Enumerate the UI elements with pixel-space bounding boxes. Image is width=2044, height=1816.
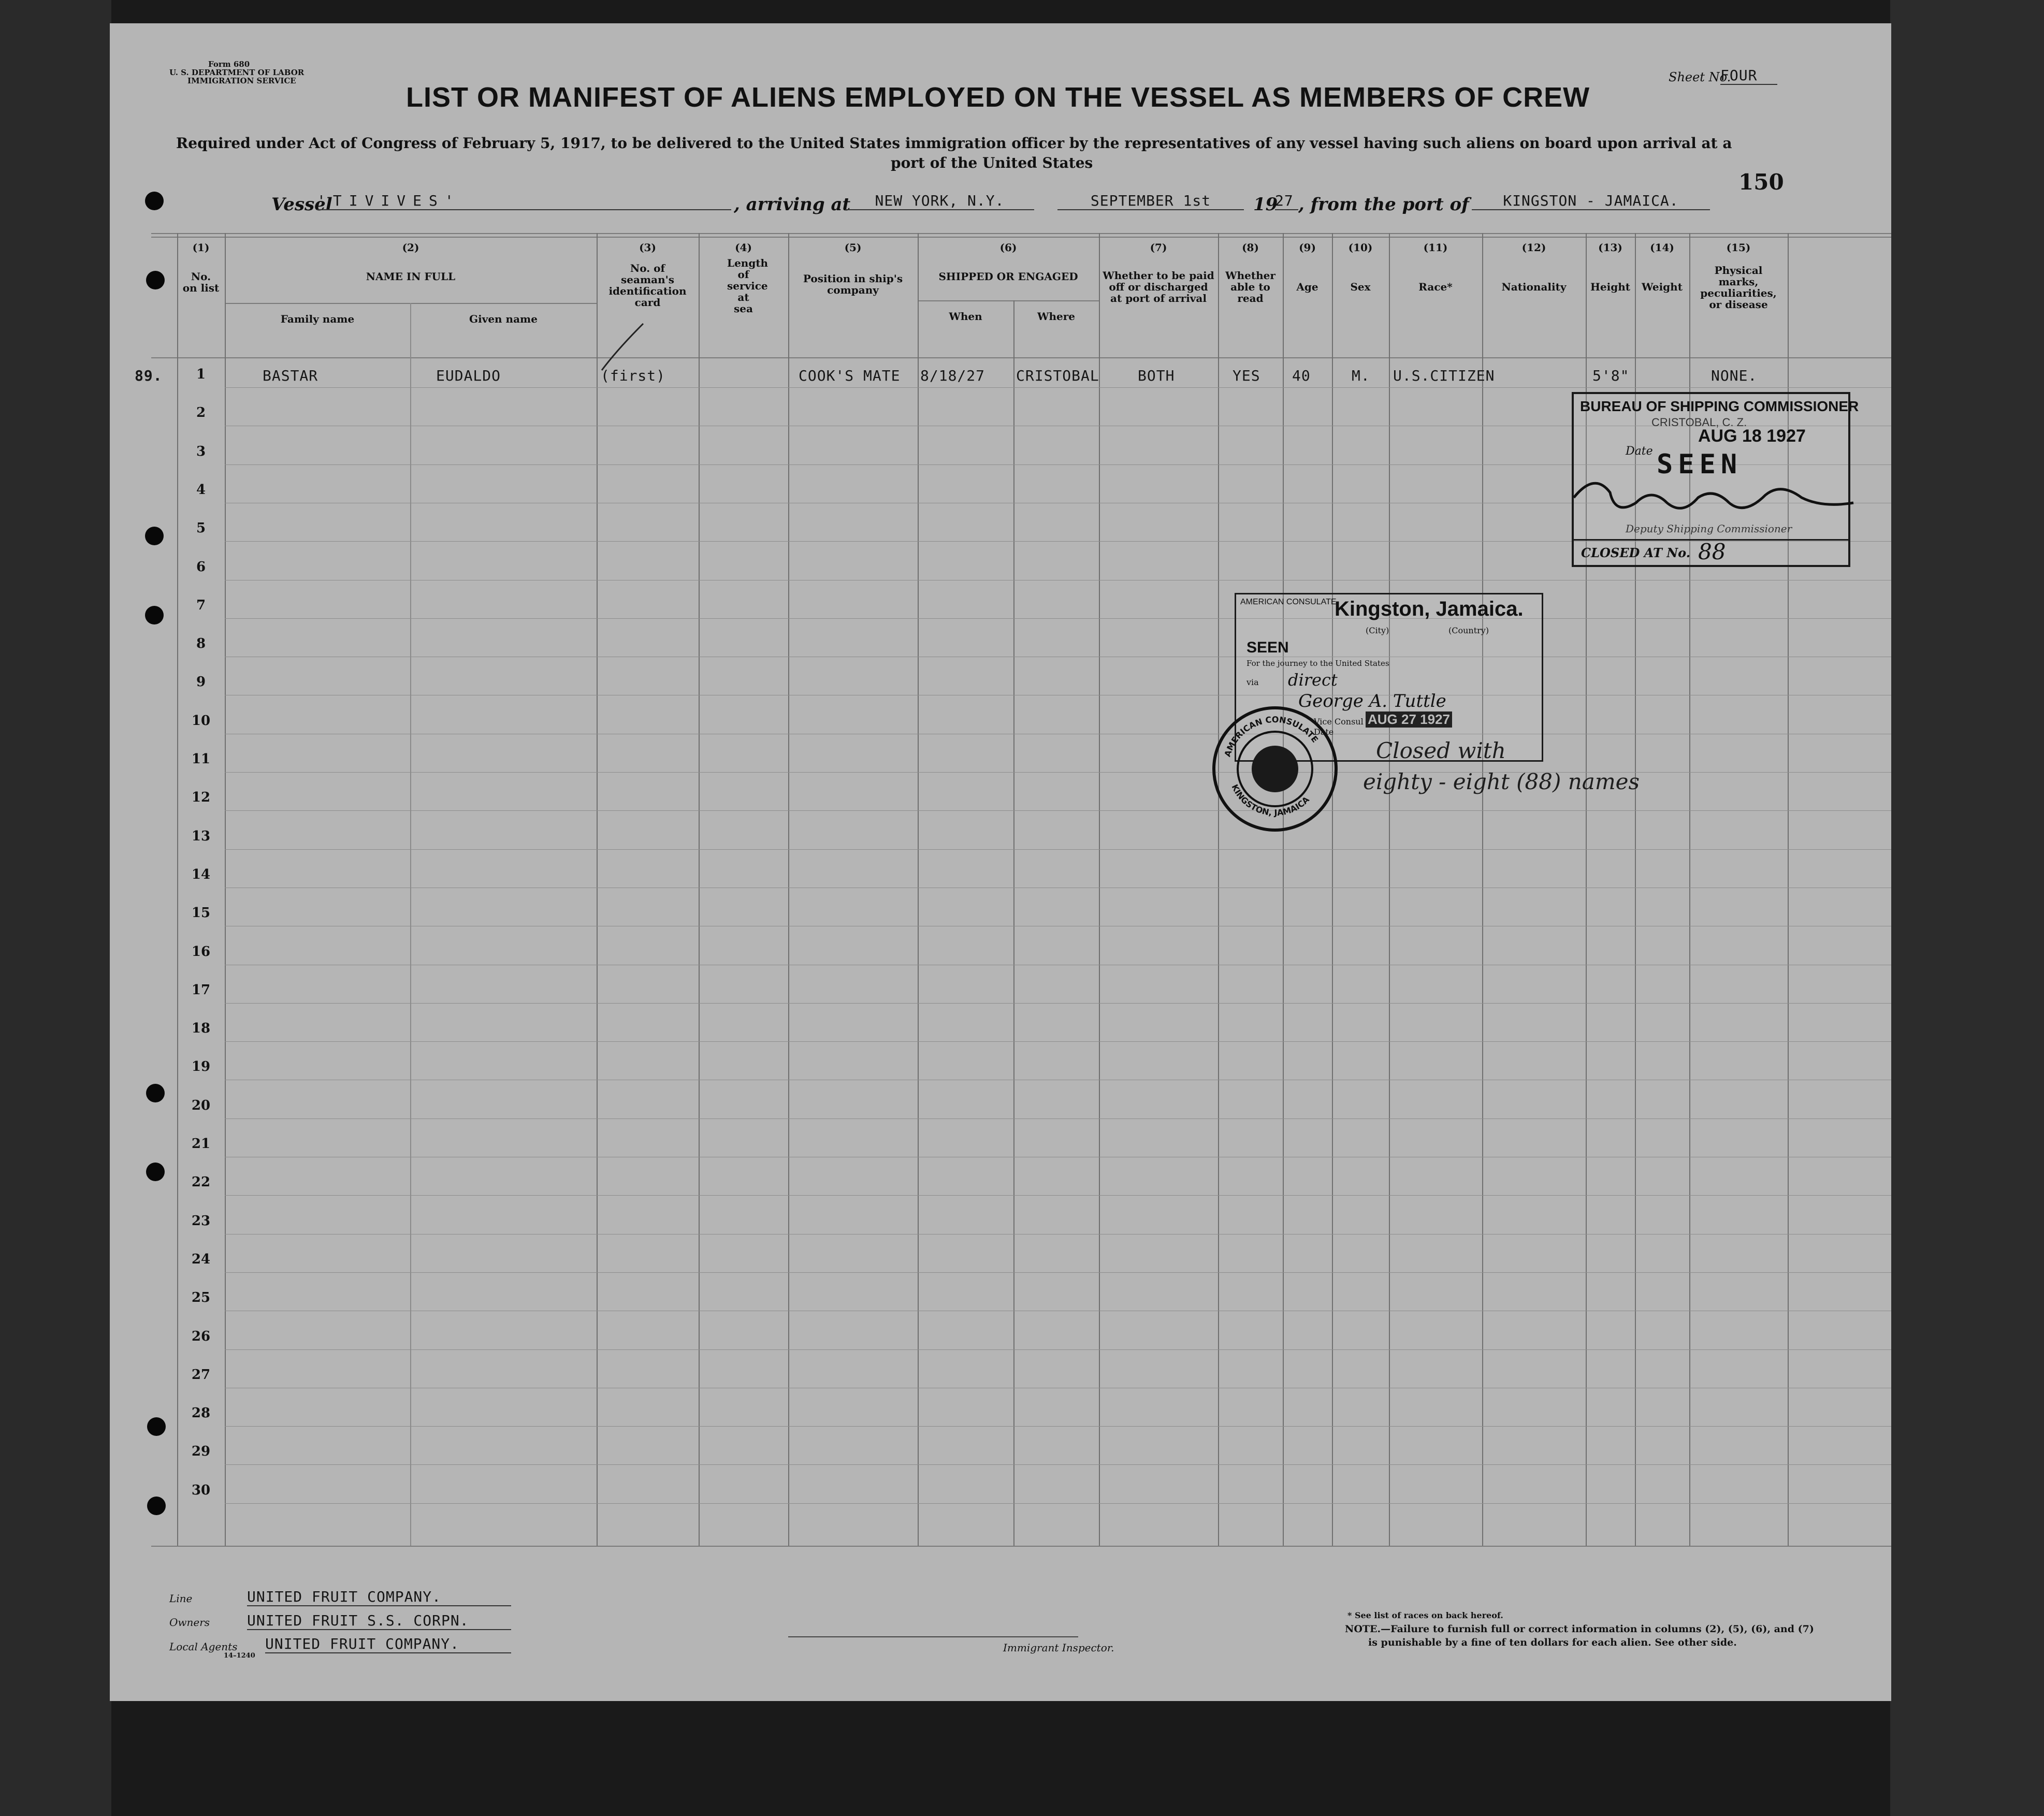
row-number: 14	[191, 866, 211, 882]
col11-header: Race*	[1418, 281, 1453, 293]
row-rule	[225, 1118, 1891, 1119]
footer-line-value: UNITED FRUIT COMPANY.	[247, 1588, 511, 1606]
row-number: 19	[191, 1059, 211, 1075]
entry-paid-off: BOTH	[1138, 367, 1175, 384]
col2-header: NAME IN FULL	[366, 270, 456, 283]
row-number: 22	[191, 1174, 211, 1190]
col15-num: (15)	[1726, 241, 1751, 254]
kingston-stamp-vice: Vice Consul	[1314, 717, 1364, 727]
entry-given-name: EUDALDO	[436, 367, 501, 384]
commissioner-signature	[1563, 467, 1869, 524]
row-number: 29	[191, 1444, 211, 1460]
arriving-port: NEW YORK, N.Y.	[845, 192, 1034, 210]
col6b-header: Where	[1037, 310, 1075, 323]
row-rule	[225, 1195, 1891, 1196]
col14-num: (14)	[1650, 241, 1674, 254]
footer-owners-label: Owners	[169, 1616, 210, 1629]
row-number: 11	[191, 751, 211, 767]
from-port-label: , from the port of	[1298, 194, 1469, 215]
kingston-stamp-top: AMERICAN CONSULATE	[1240, 598, 1337, 606]
bureau-stamp-seen: SEEN	[1657, 449, 1743, 480]
binder-hole	[146, 271, 165, 289]
col2a-header: Family name	[280, 313, 355, 325]
entry-family-name: BASTAR	[263, 367, 318, 384]
binder-hole	[145, 606, 164, 624]
row-number: 6	[196, 559, 206, 575]
row-number: 15	[191, 905, 211, 921]
entry-when: 8/18/27	[920, 367, 985, 384]
bureau-stamp-role: Deputy Shipping Commissioner	[1626, 522, 1792, 535]
bureau-stamp-date: AUG 18 1927	[1698, 426, 1806, 446]
row-rule	[225, 1464, 1891, 1465]
col13-num: (13)	[1598, 241, 1622, 254]
bureau-stamp	[1572, 392, 1859, 567]
row-number: 16	[191, 943, 211, 960]
kingston-stamp-journey: For the journey to the United States	[1246, 659, 1389, 668]
entry-position: COOK'S MATE	[799, 367, 901, 384]
footer-agents-label: Local Agents	[169, 1640, 238, 1653]
arrival-year: 27	[1275, 192, 1298, 210]
row-number: 9	[196, 674, 206, 690]
col5-num: (5)	[844, 241, 862, 254]
row-number: 28	[191, 1405, 211, 1421]
kingston-stamp-date-label: Date	[1314, 727, 1334, 737]
row-number: 21	[191, 1136, 211, 1152]
footer-race-note: * See list of races on back hereof.	[1347, 1610, 1503, 1620]
row-number: 2	[196, 405, 206, 421]
col15-header: Physical marks, peculiarities, or disease	[1700, 264, 1777, 311]
form-number: Form 680	[208, 60, 250, 69]
row-rule	[225, 849, 1891, 850]
col13-header: Height	[1590, 281, 1630, 293]
kingston-stamp-via: direct	[1288, 670, 1338, 690]
vessel-label: Vessel	[271, 194, 332, 215]
bureau-stamp-date-label: Date	[1626, 445, 1653, 458]
bureau-stamp-location: CRISTOBAL, C. Z.	[1651, 416, 1747, 429]
col3-header: No. of seaman's identification card	[608, 262, 687, 309]
row-number: 24	[191, 1251, 211, 1267]
row-rule	[225, 1426, 1891, 1427]
footer-line-label: Line	[169, 1592, 193, 1605]
footer-owners-value: UNITED FRUIT S.S. CORPN.	[247, 1612, 511, 1630]
sheet-label: Sheet No.	[1669, 70, 1731, 84]
manifest-subtitle-2: port of the United States	[891, 154, 1093, 171]
entry-sex: M.	[1352, 367, 1370, 384]
row-number: 25	[191, 1290, 211, 1306]
row-rule	[225, 772, 1891, 773]
row-number: 1	[196, 367, 206, 382]
kingston-stamp-city-label: (City)	[1366, 626, 1389, 635]
row-number: 13	[191, 828, 211, 844]
row-number: 4	[196, 482, 206, 498]
year-prefix: 19	[1253, 194, 1278, 215]
footer-note-2: is punishable by a fine of ten dollars for each alien. See other side.	[1368, 1637, 1737, 1648]
kingston-stamp-country-label: (Country)	[1448, 626, 1489, 635]
binder-hole	[145, 192, 164, 210]
col-border-1	[177, 233, 178, 1546]
binder-hole	[146, 1084, 165, 1102]
col1-header: No. on list	[182, 270, 220, 294]
row-number: 8	[196, 636, 206, 652]
arriving-label: , arriving at	[734, 194, 851, 215]
entry-race: U.S.CITIZEN	[1393, 367, 1495, 384]
manifest-sheet	[110, 23, 1891, 1701]
manifest-title: LIST OR MANIFEST OF ALIENS EMPLOYED ON THE VESSEL AS MEMBERS OF CREW	[406, 82, 1590, 113]
margin-entry-number: 89.	[135, 367, 163, 384]
vessel-name: 'TIVIVES'	[317, 192, 731, 210]
col2b-header: Given name	[469, 313, 538, 325]
header-bottom-border	[151, 357, 1891, 358]
col8-num: (8)	[1242, 241, 1259, 254]
consular-seal	[1208, 702, 1342, 836]
manifest-subtitle: Required under Act of Congress of February 5, 1917, to be delivered to the United States immigration officer by the representatives of any vessel having such aliens on board upon arrival at a	[176, 135, 1732, 152]
row-number: 27	[191, 1367, 211, 1383]
col6a-header: When	[949, 310, 982, 323]
col9-num: (9)	[1299, 241, 1316, 254]
row-number: 30	[191, 1482, 211, 1498]
binder-hole	[146, 1163, 165, 1181]
col6-header: SHIPPED OR ENGAGED	[938, 270, 1078, 283]
col-border-6b	[1013, 300, 1014, 1546]
col12-num: (12)	[1521, 241, 1546, 254]
row-rule	[225, 810, 1891, 811]
col10-num: (10)	[1348, 241, 1373, 254]
col14-header: Weight	[1642, 281, 1683, 293]
row-rule	[225, 1272, 1891, 1273]
kingston-stamp-seen: SEEN	[1246, 639, 1289, 656]
kingston-stamp-date: AUG 27 1927	[1366, 711, 1452, 728]
row-number: 20	[191, 1097, 211, 1113]
col12-header: Nationality	[1501, 281, 1567, 293]
check-mark	[597, 318, 648, 375]
inspector-label: Immigrant Inspector.	[1003, 1641, 1114, 1654]
footer-note-1: NOTE.—Failure to furnish full or correct information in columns (2), (5), (6), and (7)	[1345, 1623, 1814, 1635]
handwritten-note-2: eighty - eight (88) names	[1363, 769, 1640, 794]
row-number: 3	[196, 443, 206, 459]
row-rule	[225, 387, 1891, 388]
shipped-subheader-line	[918, 300, 1099, 301]
row-rule	[225, 618, 1891, 619]
seal-ring-bottom: KINGSTON, JAMAICA	[1229, 782, 1311, 818]
bureau-stamp-title: BUREAU OF SHIPPING COMMISSIONER	[1580, 398, 1859, 414]
col4-num: (4)	[735, 241, 752, 254]
closed-at-label: CLOSED AT No.	[1581, 545, 1691, 560]
row-number: 10	[191, 713, 211, 729]
entry-able-to-read: YES	[1233, 367, 1260, 384]
row-rule	[225, 1349, 1891, 1350]
arrival-date: SEPTEMBER 1st	[1057, 192, 1244, 210]
table-bottom-border	[151, 1546, 1891, 1547]
handwritten-note-1: Closed with	[1376, 738, 1506, 763]
scan-border-left	[0, 0, 111, 1816]
from-port: KINGSTON - JAMAICA.	[1472, 192, 1710, 210]
sheet-value: FOUR	[1720, 67, 1777, 85]
footer-form-code: 14–1240	[224, 1652, 255, 1660]
entry-age: 40	[1292, 367, 1311, 384]
binder-hole	[145, 527, 164, 545]
col6-num: (6)	[999, 241, 1017, 254]
binder-hole	[147, 1417, 166, 1436]
col8-header: Whether able to read	[1225, 269, 1275, 304]
form-dept: U. S. DEPARTMENT OF LABOR	[169, 68, 305, 77]
row-number: 12	[191, 790, 211, 806]
seal-ring-top: AMERICAN CONSULATE	[1222, 714, 1321, 758]
kingston-stamp-signature: George A. Tuttle	[1298, 691, 1446, 711]
kingston-stamp-via-label: via	[1246, 677, 1259, 687]
entry-physical-marks: NONE.	[1711, 367, 1758, 384]
inspector-signature-line	[788, 1636, 1078, 1637]
kingston-stamp-city: Kingston, Jamaica.	[1335, 598, 1524, 620]
entry-id-card: (first)	[601, 367, 666, 384]
table-top-border	[151, 233, 1891, 234]
col4-header: Length of service at sea	[727, 257, 769, 315]
entry-height: 5'8"	[1592, 367, 1630, 384]
row-number: 23	[191, 1213, 211, 1229]
form-service: IMMIGRATION SERVICE	[187, 76, 296, 85]
col10-header: Sex	[1350, 281, 1371, 293]
col-border-2b	[410, 303, 411, 1546]
row-rule	[225, 1003, 1891, 1004]
footer-agents-value: UNITED FRUIT COMPANY.	[265, 1635, 511, 1653]
closed-at-value: 88	[1698, 539, 1726, 564]
col3-num: (3)	[639, 241, 656, 254]
col11-num: (11)	[1423, 241, 1448, 254]
col7-num: (7)	[1150, 241, 1167, 254]
row-number: 18	[191, 1021, 211, 1037]
table-top-border-2	[151, 237, 1891, 238]
page-number: 150	[1738, 169, 1784, 195]
col1-num: (1)	[192, 241, 210, 254]
col2-num: (2)	[402, 241, 419, 254]
row-rule	[225, 1041, 1891, 1042]
row-rule	[225, 1503, 1891, 1504]
col5-header: Position in ship's company	[803, 272, 903, 296]
row-number: 7	[196, 597, 206, 613]
row-number: 17	[191, 982, 211, 998]
col9-header: Age	[1296, 281, 1318, 293]
binder-hole	[147, 1497, 166, 1515]
col7-header: Whether to be paid off or discharged at port of arrival	[1103, 269, 1214, 304]
row-number: 26	[191, 1328, 211, 1344]
row-number: 5	[196, 520, 206, 536]
entry-where: CRISTOBAL	[1016, 367, 1099, 384]
scan-border-right	[1890, 0, 2044, 1816]
